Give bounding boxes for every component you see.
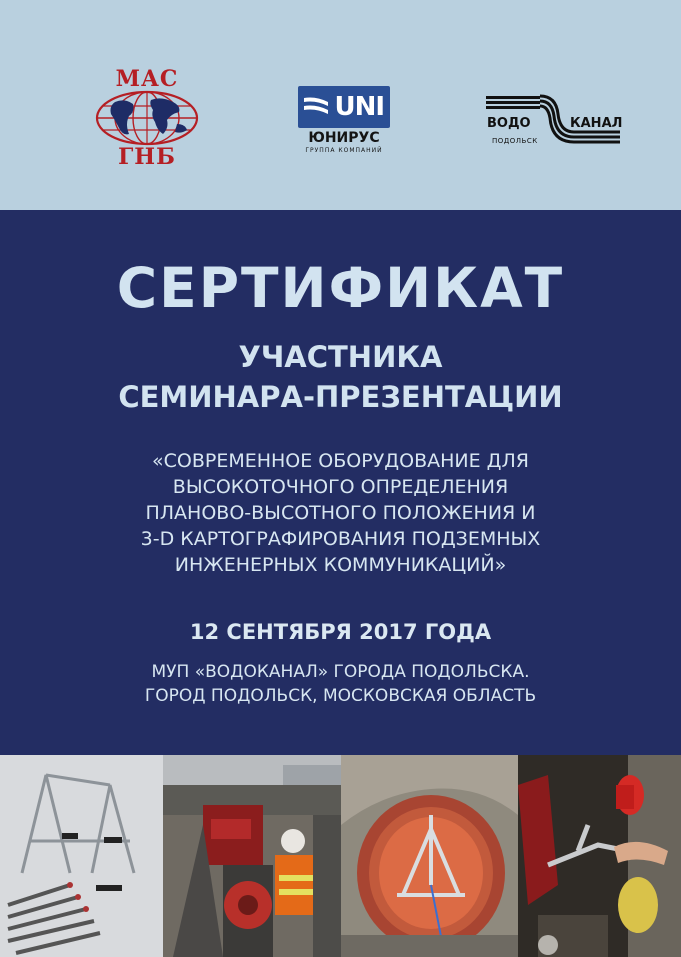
topic-line: ВЫСОКОТОЧНОГО ОПРЕДЕЛЕНИЯ: [172, 476, 509, 498]
unirus-logo: [298, 86, 390, 158]
event-date: 12 СЕНТЯБРЯ 2017 ГОДА: [189, 620, 492, 644]
topic-line: «СОВРЕМЕННОЕ ОБОРУДОВАНИЕ ДЛЯ: [151, 450, 529, 472]
equipment-photo: [0, 755, 163, 957]
mac-gnb-logo: [92, 62, 202, 172]
swoosh-icon: [302, 94, 330, 120]
unirus-name: ЮНИРУС: [308, 130, 380, 146]
construction-site-photo: [163, 755, 341, 957]
topic-line: ПЛАНОВО-ВЫСОТНОГО ПОЛОЖЕНИЯ И: [145, 502, 536, 524]
globe-icon: [95, 90, 199, 146]
photo-strip: [0, 755, 681, 957]
vodokanal-text-left: ВОДО: [487, 116, 531, 131]
venue-line: ГОРОД ПОДОЛЬСК, МОСКОВСКАЯ ОБЛАСТЬ: [144, 686, 537, 706]
workers-photo: [518, 755, 681, 957]
topic-line: ИНЖЕНЕРНЫХ КОММУНИКАЦИЙ»: [174, 554, 507, 576]
uni-badge: [298, 86, 390, 128]
topic-line: 3-D КАРТОГРАФИРОВАНИЯ ПОДЗЕМНЫХ: [140, 528, 541, 550]
mac-logo-bottom-text: ГНБ: [118, 144, 176, 170]
certificate-body: [0, 210, 681, 755]
vodokanal-text-right: КАНАЛ: [570, 116, 623, 131]
mac-logo-top-text: МАС: [115, 66, 179, 92]
unirus-subtitle: ГРУППА КОМПАНИЙ: [305, 147, 383, 154]
certificate-title: СЕРТИФИКАТ: [116, 256, 565, 320]
vodokanal-logo: [484, 94, 624, 150]
certificate-subtitle-line1: УЧАСТНИКА: [238, 340, 443, 374]
certificate-subtitle-line2: СЕМИНАРА-ПРЕЗЕНТАЦИИ: [118, 380, 563, 414]
vodokanal-city: ПОДОЛЬСК: [492, 137, 538, 145]
pipe-interior-photo: [341, 755, 518, 957]
logo-header: [0, 0, 681, 210]
uni-mark-text: UNI: [334, 92, 384, 122]
venue-line: МУП «ВОДОКАНАЛ» ГОРОДА ПОДОЛЬСКА.: [151, 662, 530, 682]
